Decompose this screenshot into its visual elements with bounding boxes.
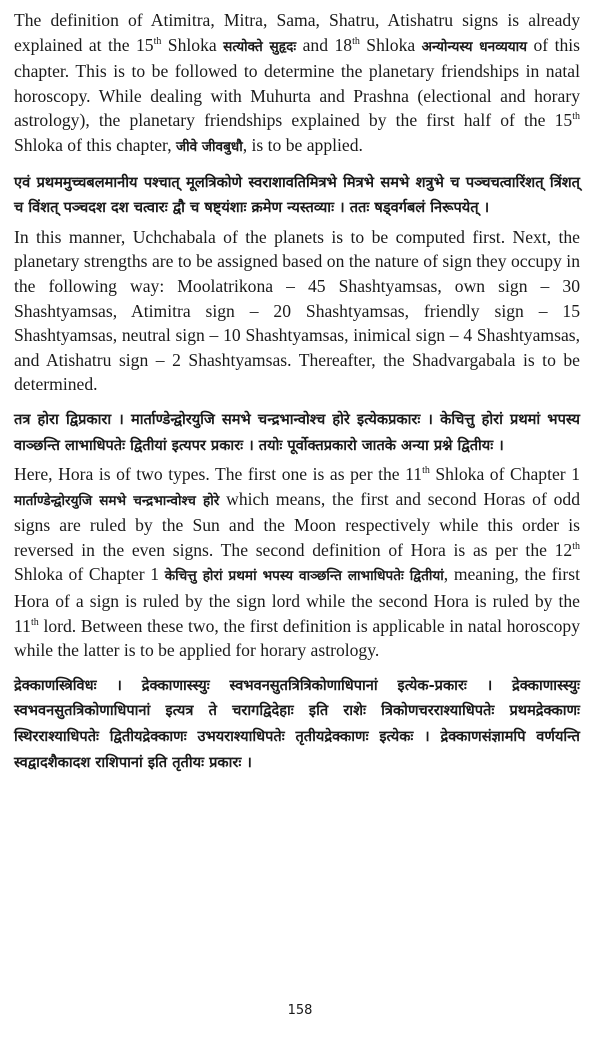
sanskrit-quote: मार्ताण्डेन्द्वोरयुजि समभे चन्द्रभान्वोश्च होरे [14, 492, 220, 509]
text-run: and 18 [296, 34, 353, 55]
sanskrit-verse-1: एवं प्रथममुच्चबलमानीय पश्चात् मूलत्रिकोणे स्वराशावतिमित्रभे मित्रभे समभे शत्रुभे च पञ्चचत्वारिंशत् त्रिंशत् च विंशत् पञ्चदश दश चत्वारः द्वौ च षष्ट्यंशाः क्रमेण न्यस्तव्याः । ततः षड्वर्गबलं निरूपयेत् । [14, 173, 580, 217]
text-run: Shloka of Chapter 1 [14, 564, 165, 585]
sanskrit-verse-2: तत्र होरा द्विप्रकारा । मार्ताण्डेन्द्वोरयुजि समभे चन्द्रभान्वोश्च होरे इत्येकप्रकारः । केचित्तु होरां प्रथमां भपस्य वाञ्छन्ति लाभाधिपतेः द्वितीयां इत्यपर प्रकारः । तयोः पूर्वोक्तप्रकारो जातके अन्या प्रश्ने द्वितीयः । [14, 410, 580, 454]
ordinal-suffix: th [30, 616, 39, 628]
english-paragraph-1 [14, 8, 580, 160]
english-paragraph-2: In this manner, Uchchabala of the planets is to be computed first. Next, the planetary strengths are to be assigned based on the nature of sign they occupy in the following way: Moolatrikona – 45 Shashtyamsas, own sign – 30 Shashtyamsas, Atimitra sign – 20 Shashtyamsas, friendly sign – 15 Shashtyamsas, neutral sign – 10 Shashtyamsas, inimical sign – 4 Shashtyamsas, and Atishatru sign – 2 Shashtyamsas. Thereafter, the Shadvargabala is to be determined. [14, 226, 580, 395]
ordinal-suffix: th [572, 111, 580, 123]
page-number: 158 [287, 1003, 313, 1018]
text-run: Here, Hora is of two types. The first one is as per the 11 [14, 464, 423, 485]
sanskrit-quote: जीवे जीवबुधौ [176, 138, 243, 155]
sanskrit-quote: सत्योक्ते सुहृदः [223, 38, 297, 55]
text-run: Shloka [359, 34, 422, 55]
text-run: Shloka of Chapter 1 [429, 464, 580, 485]
english-paragraph-3 [14, 462, 580, 663]
sanskrit-quote: अन्योन्यस्य धनव्ययाय [421, 38, 528, 55]
text-run: of this chapter. This is to be followed to determine the planetary friendships in natal horoscopy. While dealing with Muhurta and Prashna (electional and horary astrology), the planetary friendships explained by the first half of the 15 [14, 34, 581, 131]
ordinal-suffix: th [153, 35, 162, 47]
text-run: The definition of Atimitra, Mitra, Sama, Shatru, Atishatru signs is already explained at the 15 [14, 10, 580, 55]
ordinal-suffix: th [422, 465, 430, 477]
sanskrit-quote: केचित्तु होरां प्रथमां भपस्य वाञ्छन्ति लाभाधिपतेः द्वितीयां [164, 568, 444, 585]
text-run: Shloka [161, 34, 224, 55]
ordinal-suffix: th [572, 541, 580, 553]
ordinal-suffix: th [352, 35, 360, 47]
text-run: , is to be applied. [242, 134, 363, 155]
text-run: Shloka of this chapter, [14, 134, 177, 155]
sanskrit-verse-3: द्रेक्काणस्त्रिविधः । द्रेक्काणास्स्युः स्वभवनसुतत्रित्रिकोणाधिपानां इत्येक-प्रकारः । द्रेक्काणास्स्युः स्वभवनसुतत्रिकोणाधिपानां इत्यत्र ते चरागद्विदेहाः इति राशेः त्रिकोणचरराश्याधिपतेः प्रथमद्रेक्काणः स्थिरराश्याधिपतेः द्वितीयद्रेक्काणः उभयराश्याधिपतेः तृतीयद्रेक्काणः इत्येकः । द्रेक्काणसंज्ञामपि वर्णयन्ति स्वद्वादशैकादश राशिपानां इति तृतीयः प्रकारः । [14, 676, 580, 771]
text-run: , meaning, the first Hora of a sign is ruled by the sign lord while the second Hora is ruled by the 11 [14, 564, 580, 636]
text-run: which means, the first and second Horas of odd signs are ruled by the Sun and the Moon respectively while this order is reversed in the even signs. The second definition of Hora is as per the 12 [14, 488, 580, 560]
text-run: lord. Between these two, the first definition is applicable in natal horoscopy while the latter is to be applied for horary astrology. [14, 615, 580, 661]
